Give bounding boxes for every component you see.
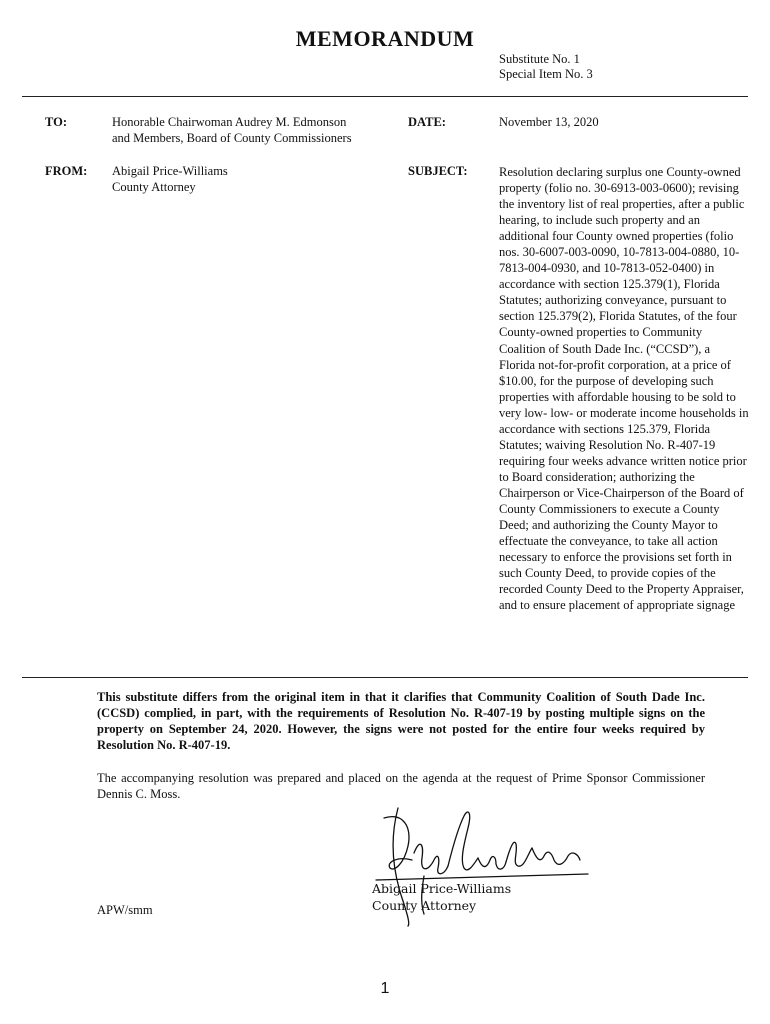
date-value: November 13, 2020 — [499, 115, 599, 129]
subject-label: SUBJECT: — [408, 164, 468, 178]
typist-initials: APW/smm — [97, 903, 153, 917]
to-label: TO: — [45, 115, 67, 129]
to-line-2: and Members, Board of County Commissioners — [112, 130, 352, 145]
from-line-2: County Attorney — [112, 179, 196, 194]
from-sender — [112, 164, 228, 195]
to-recipient — [112, 115, 352, 146]
body-divider — [22, 677, 748, 678]
signature-name: Abigail Price-Williams — [372, 881, 512, 896]
special-item-number: Special Item No. 3 — [499, 67, 593, 81]
body-paragraph: The accompanying resolution was prepared and placed on the agenda at the request of Prime Sponsor Commissioner Dennis C. Moss. — [97, 771, 705, 801]
subject-text: Resolution declaring surplus one County-owned property (folio no. 30-6913-003-0600); revising the inventory list of real properties, after a public hearing, to include such property and an additional four County owned properties (folio nos. 30-6007-003-0090, 10-7813-004-0880, 10-7813-004-0930, and 10-7813-052-0400) in accordance with section 125.379(1), Florida Statutes; authorizing conveyance, pursuant to section 125.379(2), Florida Statutes, of the four County-owned properties to Community Coalition of South Dade Inc. (“CCSD”), a Florida not-for-profit corporation, at a price of $10.00, for the purpose of developing such properties with affordable housing to be sold to very low- low- or moderate income households in accordance with sections 125.379, Florida Statutes; waiving Resolution No. R-407-19 requiring four weeks advance written notice prior to Board consideration; authorizing the Chairperson or Vice-Chairperson of the Board of County Commissioners to execute a County Deed; and authorizing the County Mayor to effectuate the conveyance, to take all action necessary to enforce the provisions set forth in such County Deed, to provide copies of the recorded County Deed to the Property Appraiser, and to ensure placement of appropriate signage — [499, 165, 749, 613]
signature-title: County Attorney — [372, 898, 477, 913]
from-line-1: Abigail Price-Williams — [112, 164, 228, 178]
signature-block — [372, 880, 511, 914]
memo-title: MEMORANDUM — [295, 26, 475, 51]
to-line-1: Honorable Chairwoman Audrey M. Edmonson — [112, 115, 347, 129]
page-number: 1 — [380, 980, 390, 997]
substitute-note: This substitute differs from the original item in that it clarifies that Community Coalition of South Dade Inc. (CCSD) complied, in part, with the requirements of Resolution No. R-407-19 by posting multiple signs on the property on September 24, 2020. However, the signs were not posted for the entire four weeks required by Resolution No. R-407-19. — [97, 690, 705, 753]
header-divider — [22, 96, 748, 97]
date-label: DATE: — [408, 115, 446, 129]
substitute-number: Substitute No. 1 — [499, 52, 580, 66]
from-label: FROM: — [45, 164, 88, 178]
